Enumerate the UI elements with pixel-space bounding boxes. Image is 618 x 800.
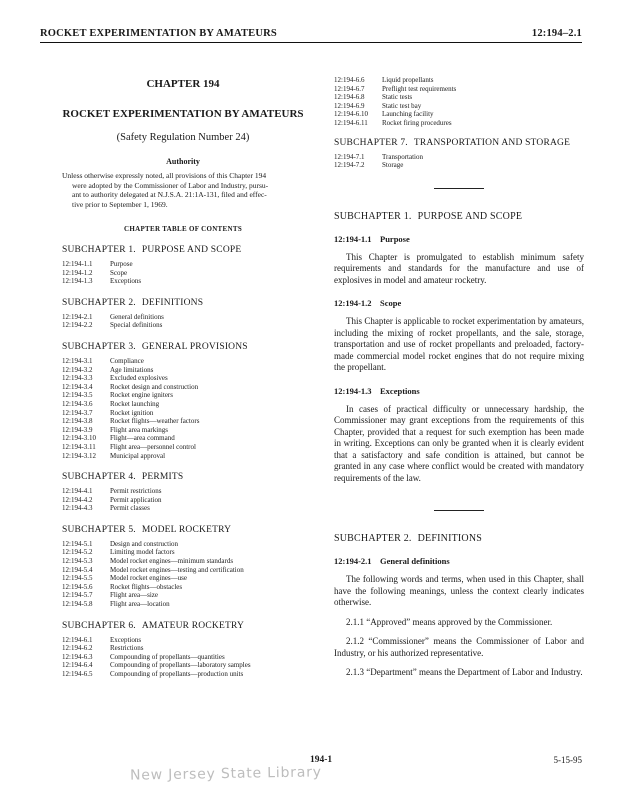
toc-subchapter-heading: [62, 342, 304, 352]
toc-subchapter-heading: [62, 525, 304, 535]
toc-entry[interactable]: [62, 269, 304, 278]
toc-entry[interactable]: [62, 321, 304, 330]
toc-subchapter-title: PERMITS: [141, 472, 184, 483]
toc-entry-number: 12:194-1.2: [62, 268, 93, 277]
toc-entry-number: 12:194-3.1: [62, 356, 93, 365]
toc-list: [62, 636, 304, 679]
toc-entry[interactable]: [62, 566, 304, 575]
toc-entry-number: 12:194-2.1: [62, 312, 93, 321]
toc-entry-title: Permit application: [110, 495, 162, 504]
toc-entry-number: 12:194-6.5: [62, 670, 93, 678]
toc-entry-number: 12:194-5.2: [62, 548, 93, 557]
toc-entry-title: Special definitions: [110, 321, 163, 330]
section-title: General definitions: [380, 556, 450, 567]
section-paragraph: The following words and terms, when used in this Chapter, shall have the following meanings, unless the context clearly indicates otherwise.: [334, 574, 584, 608]
toc-subchapter-number: SUBCHAPTER 2.: [62, 297, 136, 308]
toc-subchapter-title: MODEL ROCKETRY: [141, 524, 232, 535]
chapter-number: CHAPTER 194: [146, 78, 220, 90]
toc-entry[interactable]: [62, 496, 304, 505]
toc-entry-title: Rocket engine igniters: [110, 391, 173, 400]
section-title: Scope: [380, 298, 402, 309]
toc-entry[interactable]: [62, 600, 304, 609]
toc-entry-title: Launching facility: [382, 110, 434, 119]
toc-subchapter-title: GENERAL PROVISIONS: [141, 341, 248, 352]
section-number: 12:194-2.1: [334, 556, 372, 567]
toc-entry[interactable]: [62, 357, 304, 366]
section-number: 12:194-1.3: [334, 385, 372, 396]
toc-entry-number: 12:194-3.12: [62, 451, 97, 460]
toc-entry-number: 12:194-4.1: [62, 487, 93, 496]
section-divider: [434, 188, 484, 189]
toc-entry[interactable]: [334, 153, 584, 162]
toc-entry-title: Scope: [110, 268, 128, 277]
toc-subchapter-title: AMATEUR ROCKETRY: [141, 620, 245, 631]
toc-entry[interactable]: [62, 540, 304, 549]
toc-entry-number: 12:194-5.5: [62, 574, 93, 583]
toc-entry[interactable]: [62, 391, 304, 400]
toc-list: [62, 540, 304, 609]
chapter-title: ROCKET EXPERIMENTATION BY AMATEURS: [62, 108, 304, 120]
toc-entry-number: 12:194-7.2: [334, 161, 365, 170]
toc-entry[interactable]: [62, 313, 304, 322]
toc-list: [62, 260, 304, 286]
toc-entry-title: Model rocket engines—testing and certification: [110, 565, 244, 574]
toc-subchapter-number: SUBCHAPTER 4.: [62, 472, 136, 483]
section-title: Exceptions: [380, 385, 420, 396]
subchapter-heading: [334, 211, 584, 222]
toc-entry-title: Restrictions: [110, 644, 144, 653]
toc-entry[interactable]: [62, 366, 304, 375]
toc-entry-title: Permit classes: [110, 504, 150, 513]
toc-entry-number: 12:194-7.1: [334, 152, 365, 161]
toc-entry-number: 12:194-5.4: [62, 565, 93, 574]
toc-entry[interactable]: [62, 374, 304, 383]
toc-entry[interactable]: [62, 487, 304, 496]
toc-entry-number: 12:194-4.3: [62, 504, 93, 513]
toc-entry[interactable]: [62, 260, 304, 269]
toc-entry-title: Age limitations: [110, 365, 154, 374]
toc-entry-title: Exceptions: [110, 277, 142, 286]
toc-entry-number: 12:194-3.6: [62, 399, 93, 408]
toc-entry-number: 12:194-5.7: [62, 591, 93, 600]
toc-entry[interactable]: [62, 443, 304, 452]
section-heading: [334, 234, 584, 244]
toc-subchapter-title: PURPOSE AND SCOPE: [141, 245, 242, 255]
toc-entry[interactable]: [62, 383, 304, 392]
toc-entry-number: 12:194-6.6: [334, 76, 365, 84]
toc-entry-title: Flight—area command: [110, 434, 175, 443]
toc-entry-title: Permit restrictions: [110, 487, 162, 496]
toc-entry-number: 12:194-5.8: [62, 600, 93, 609]
toc-entry-number: 12:194-6.11: [334, 118, 368, 127]
section-title: Purpose: [380, 233, 410, 244]
toc-entry[interactable]: [62, 644, 304, 653]
toc-list-continued: [334, 76, 584, 128]
toc-entry-title: Model rocket engines—minimum standards: [110, 557, 234, 566]
toc-entry-number: 12:194-5.3: [62, 557, 93, 566]
toc-heading: CHAPTER TABLE OF CONTENTS: [123, 225, 243, 233]
authority-heading: Authority: [166, 157, 200, 166]
toc-entry-title: Liquid propellants: [382, 76, 434, 84]
authority-text: [62, 171, 304, 209]
page-number: 194-1: [310, 755, 333, 765]
toc-entry[interactable]: [62, 653, 304, 662]
toc-entry-number: 12:194-3.3: [62, 374, 93, 383]
subchapter-title: PURPOSE AND SCOPE: [417, 210, 523, 222]
toc-entry-title: Compounding of propellants—laboratory samples: [110, 661, 251, 670]
left-column: [62, 56, 304, 679]
toc-subchapter-heading: [62, 472, 304, 482]
toc-subchapter-title: TRANSPORTATION AND STORAGE: [413, 137, 571, 148]
running-header-section: 12:194–2.1: [531, 28, 582, 39]
toc-entry[interactable]: [62, 409, 304, 418]
section-paragraph: In cases of practical difficulty or unnecessary hardship, the Commissioner may grant exceptions from the requirements of this Chapter, provided that a request for such exemption has been made in writing. Exceptions can only be granted when it is clearly evident that a satisfactory and safe condition is attained, but cannot be granted in any case where conflict would be created with mandatory requirements of the law.: [334, 403, 584, 483]
authority-line: Unless otherwise expressly noted, all provisions of this Chapter 194: [62, 171, 267, 180]
subchapter-heading: [334, 533, 584, 544]
section-number: 12:194-1.1: [334, 233, 372, 244]
toc-subchapter-heading: [62, 245, 304, 255]
toc-entry-number: 12:194-6.2: [62, 644, 93, 653]
toc-entry-title: Flight area—size: [110, 591, 159, 600]
toc-entry-number: 12:194-3.8: [62, 417, 93, 426]
toc-entry-number: 12:194-1.3: [62, 277, 93, 286]
toc-entry-title: Flight area markings: [110, 425, 168, 434]
toc-entry-number: 12:194-6.8: [334, 93, 365, 102]
section-number: 12:194-1.2: [334, 298, 372, 309]
toc-list: [62, 313, 304, 330]
toc-entry-number: 12:194-6.9: [334, 101, 365, 110]
toc-entry-number: 12:194-6.1: [62, 635, 93, 644]
toc-entry-title: Storage: [382, 161, 404, 170]
toc-subchapter-number: SUBCHAPTER 5.: [62, 524, 136, 535]
running-header-title: ROCKET EXPERIMENTATION BY AMATEURS: [40, 28, 277, 39]
toc-subchapter-title: DEFINITIONS: [141, 297, 204, 308]
toc-entry-title: Limiting model factors: [110, 548, 175, 557]
toc-entry-number: 12:194-6.10: [334, 110, 369, 119]
toc-entry-title: Compounding of propellants—production units: [110, 670, 244, 678]
toc-entry[interactable]: [62, 636, 304, 645]
toc-entry-number: 12:194-3.11: [62, 442, 96, 451]
running-header: [40, 28, 582, 43]
toc-entry[interactable]: [334, 102, 584, 111]
section-paragraph: This Chapter is applicable to rocket experimentation by amateurs, including the mixing of rocket propellants, and the sale, storage, transportation and use of rocket propellants and preloaded, factory-made commercial model rocket engines that do not require mixing the propellant.: [334, 316, 584, 373]
toc-entry-title: Rocket launching: [110, 399, 160, 408]
subchapter-number: SUBCHAPTER 1.: [334, 210, 412, 222]
toc-entry[interactable]: [62, 661, 304, 670]
toc-entry-number: 12:194-6.7: [334, 84, 365, 93]
toc-entry-number: 12:194-1.1: [62, 260, 93, 268]
section-divider: [434, 510, 484, 511]
definition-paragraph: 2.1.1 “Approved” means approved by the Commissioner.: [346, 616, 553, 627]
toc-subchapter-number: SUBCHAPTER 6.: [62, 620, 136, 631]
section-heading: [334, 386, 584, 396]
toc-entry-number: 12:194-5.6: [62, 582, 93, 591]
toc-entry-number: 12:194-4.2: [62, 495, 93, 504]
toc-entry[interactable]: [334, 76, 584, 85]
toc-subchapter-number: SUBCHAPTER 1.: [62, 245, 136, 255]
toc-list: [62, 357, 304, 460]
toc-entry[interactable]: [62, 557, 304, 566]
toc-entry[interactable]: [62, 670, 304, 679]
toc-subchapter-heading: [334, 138, 584, 148]
toc-entry-title: Excluded explosives: [110, 374, 168, 383]
toc-entry[interactable]: [62, 452, 304, 461]
toc-entry-title: Compounding of propellants—quantities: [110, 652, 225, 661]
toc-entry-title: Static test bay: [382, 101, 422, 110]
toc-list: [334, 153, 584, 170]
toc-entry-title: Flight area—location: [110, 600, 170, 609]
toc-entry[interactable]: [62, 583, 304, 592]
toc-subchapter-heading: [62, 298, 304, 308]
toc-entry-title: Design and construction: [110, 539, 179, 548]
toc-subchapter-number: SUBCHAPTER 3.: [62, 341, 136, 352]
toc-entry[interactable]: [334, 161, 584, 170]
section-heading: [334, 298, 584, 308]
toc-entry-title: Rocket flights—obstacles: [110, 582, 183, 591]
safety-regulation-number: (Safety Regulation Number 24): [116, 132, 250, 143]
toc-entry-title: Transportation: [382, 152, 423, 161]
toc-entry[interactable]: [62, 417, 304, 426]
toc-entry-title: Flight area—personnel control: [110, 442, 196, 451]
definition-paragraph: 2.1.2 “Commissioner” means the Commissioner of Labor and Industry, or his authorized representative.: [334, 636, 584, 658]
toc-entry-title: Model rocket engines—use: [110, 574, 187, 583]
section-paragraph: This Chapter is promulgated to establish minimum safety requirements and standards for the manufacture and use of explosives in model and amateur rocketry.: [334, 251, 584, 285]
right-column: [334, 76, 584, 679]
toc-entry[interactable]: [62, 591, 304, 600]
toc-entry-title: Rocket ignition: [110, 408, 154, 417]
library-watermark: New Jersey State Library: [129, 764, 322, 784]
toc-entry-number: 12:194-6.3: [62, 652, 93, 661]
toc-entry-number: 12:194-6.4: [62, 661, 93, 670]
toc-entry-number: 12:194-5.1: [62, 539, 93, 548]
toc-entry-number: 12:194-3.2: [62, 365, 93, 374]
toc-entry-title: Rocket firing procedures: [382, 118, 452, 127]
toc-entry[interactable]: [334, 119, 584, 128]
toc-subchapter-number: SUBCHAPTER 7.: [334, 137, 408, 148]
toc-entry[interactable]: [62, 548, 304, 557]
revision-date: 5-15-95: [553, 755, 582, 765]
toc-list: [62, 487, 304, 513]
toc-entry-number: 12:194-3.10: [62, 434, 97, 443]
toc-entry-number: 12:194-3.7: [62, 408, 93, 417]
toc-entry-title: Purpose: [110, 260, 133, 268]
toc-entry-number: 12:194-3.9: [62, 425, 93, 434]
toc-entry-title: Rocket design and construction: [110, 382, 199, 391]
toc-entry[interactable]: [62, 400, 304, 409]
toc-entry-number: 12:194-2.2: [62, 321, 93, 330]
subchapter-title: DEFINITIONS: [417, 533, 483, 545]
toc-entry-number: 12:194-3.5: [62, 391, 93, 400]
toc-entry-title: Preflight test requirements: [382, 84, 457, 93]
subchapter-number: SUBCHAPTER 2.: [334, 533, 412, 545]
toc-entry[interactable]: [62, 434, 304, 443]
toc-entry[interactable]: [334, 85, 584, 94]
toc-entry-title: Static tests: [382, 93, 413, 102]
authority-line: were adopted by the Commissioner of Labor and Industry, pursu-: [72, 180, 269, 190]
toc-entry[interactable]: [334, 110, 584, 119]
toc-entry[interactable]: [62, 426, 304, 435]
toc-entry[interactable]: [62, 504, 304, 513]
toc-entry-number: 12:194-3.4: [62, 382, 93, 391]
toc-entry-title: General definitions: [110, 312, 164, 321]
toc-entry-title: Rocket flights—weather factors: [110, 417, 200, 426]
definition-paragraph: 2.1.3 “Department” means the Department of Labor and Industry.: [346, 667, 583, 678]
toc-entry-title: Compliance: [110, 356, 144, 365]
authority-line: tive prior to September 1, 1969.: [72, 199, 168, 209]
authority-line: ant to authority delegated at N.J.S.A. 21:1A-131, filed and effec-: [72, 190, 267, 199]
toc-subchapter-heading: [62, 621, 304, 631]
toc-entry-title: Municipal approval: [110, 451, 166, 460]
toc-entry[interactable]: [62, 277, 304, 286]
toc-entry-title: Exceptions: [110, 635, 142, 644]
toc-entry[interactable]: [334, 93, 584, 102]
toc-entry[interactable]: [62, 574, 304, 583]
section-heading: [334, 556, 584, 566]
